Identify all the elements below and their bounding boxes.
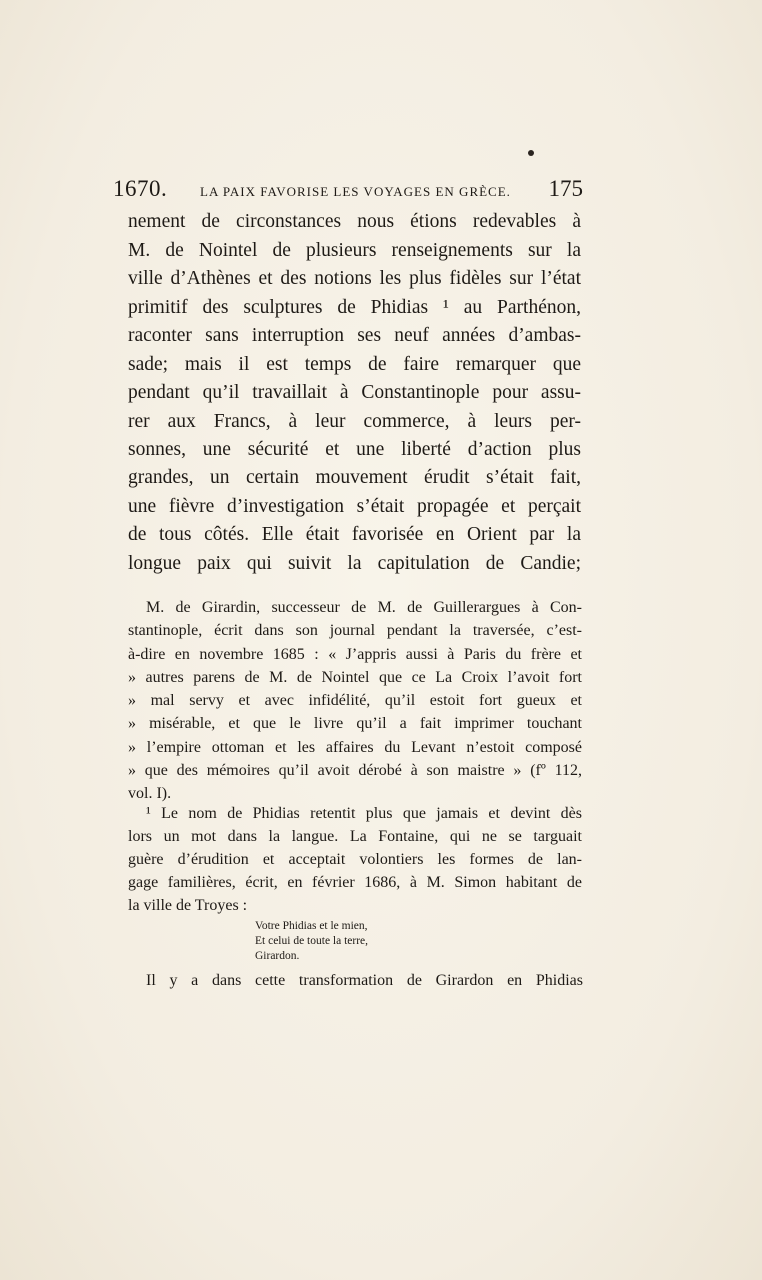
body-line: ville d’Athènes et des notions les plus fidèles sur l’état (128, 268, 581, 289)
footnote-line: guère d’érudition et acceptait volontiers les formes de lan- (128, 851, 582, 868)
footnote-line: gage familières, écrit, en février 1686, à M. Simon habitant de (128, 874, 582, 891)
header-year: 1670. (113, 176, 168, 201)
footnote-line: à-dire en novembre 1685 : « J’appris aussi à Paris du frère et (128, 646, 582, 663)
footnote-line: vol. I). (128, 785, 172, 802)
footnote-line: » misérable, et que le livre qu’il a fait imprimer touchant (128, 715, 582, 732)
footnote-line: » mal servy et avec infidélité, qu’il estoit fort gueux et (128, 692, 582, 709)
body-line: sonnes, une sécurité et une liberté d’action plus (128, 439, 581, 460)
footnote-line: la ville de Troyes : (128, 897, 248, 914)
body-line: de tous côtés. Elle était favorisée en Orient par la (128, 524, 581, 545)
body-line: longue paix qui suivit la capitulation de Candie; (128, 553, 581, 574)
running-header (113, 176, 583, 206)
footnote-line: » l’empire ottoman et les affaires du Levant n’estoit composé (128, 739, 582, 756)
body-line: nement de circonstances nous étions redevables à (128, 211, 581, 232)
body-line: raconter sans interruption ses neuf années d’ambas- (128, 325, 581, 346)
ink-speck (528, 150, 534, 156)
verse-line: Et celui de toute la terre, (255, 935, 369, 947)
footnote-line: ¹ Le nom de Phidias retentit plus que jamais et devint dès (146, 805, 582, 822)
body-line: grandes, un certain mouvement érudit s’était fait, (128, 467, 581, 488)
body-line: une fièvre d’investigation s’était propagée et perçait (128, 496, 581, 517)
body-line: sade; mais il est temps de faire remarquer que (128, 354, 581, 375)
footnote-line: » que des mémoires qu’il avoit dérobé à son maistre » (fº 112, (128, 762, 582, 779)
body-line: primitif des sculptures de Phidias ¹ au Parthénon, (128, 297, 581, 318)
body-line: pendant qu’il travaillait à Constantinople pour assu- (128, 382, 581, 403)
body-line: rer aux Francs, à leur commerce, à leurs per- (128, 411, 581, 432)
footnote-line: stantinople, écrit dans son journal pendant la traversée, c’est- (128, 622, 582, 639)
footnote-line: lors un mot dans la langue. La Fontaine, qui ne se targuait (128, 828, 582, 845)
footnote-line: » autres parens de M. de Nointel que ce La Croix l’avoit fort (128, 669, 582, 686)
verse-line: Votre Phidias et le mien, (255, 920, 368, 932)
footnote-closing-line: Il y a dans cette transformation de Girardon en Phidias (146, 972, 583, 989)
page-number: 175 (548, 176, 583, 201)
body-line: M. de Nointel de plusieurs renseignements sur la (128, 240, 581, 261)
footnote-line: M. de Girardin, successeur de M. de Guillerargues à Con- (146, 599, 582, 616)
verse-line: Girardon. (255, 950, 300, 962)
running-title: LA PAIX FAVORISE LES VOYAGES EN GRÈCE. (200, 184, 511, 199)
